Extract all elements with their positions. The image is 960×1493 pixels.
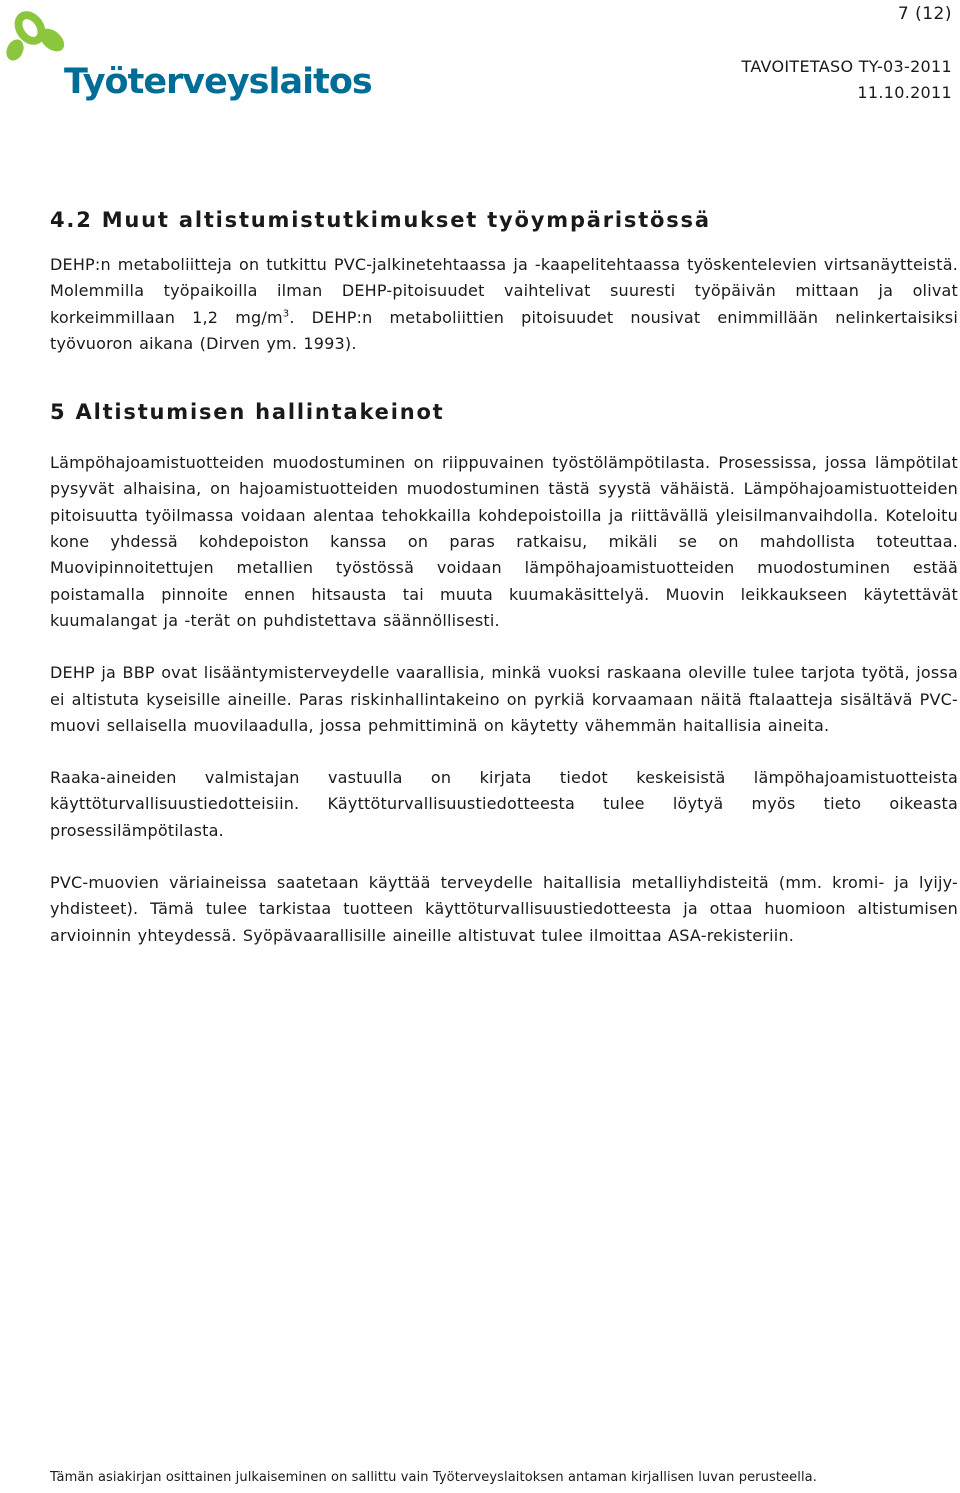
paragraph: Lämpöhajoamistuotteiden muodostuminen on riippuvainen työstölämpötilasta. Prosessissa, jossa lämpötilat pysyvät alhaisina, on hajoamistuotteiden muodostuminen tästä syystä vähäistä. Lämpöhajoamistuotteiden pitoisuutta työilmassa voidaan alentaa tehokkailla kohdepoistoilla ja riittävällä yleisilmanvaihdolla. Koteloitu kone yhdessä kohdepoiston kanssa on paras ratkaisu, mikäli se on mahdollista toteuttaa. Muovipinnoitettujen metallien työstössä voidaan lämpöhajoamistuotteiden muodostuminen estää poistamalla pinnoite ennen hitsausta tai muuta kuumakäsittelyä. Muovin leikkaukseen käytettävät kuumalangat ja -terät on puhdistettava säännöllisesti.	[50, 453, 958, 630]
paragraph-text: . DEHP:n metaboliittien pitoisuudet nousivat enimmillään nelinkertaisiksi työvuoron aikana (Dirven ym. 1993).	[50, 307, 958, 353]
leaf-logo-icon	[2, 4, 72, 66]
organization-logo	[2, 4, 372, 114]
logo-wordmark: Työterveyslaitos	[64, 62, 372, 102]
document-code: TAVOITETASO TY-03-2011	[741, 57, 952, 76]
section-heading-4-2: 4.2 Muut altistumistutkimukset työympäristössä	[50, 208, 711, 232]
paragraph: Raaka-aineiden valmistajan vastuulla on kirjata tiedot keskeisistä lämpöhajoamistuotteista käyttöturvallisuustiedotteisiin. Käyttöturvallisuustiedotteesta tulee löytyä myös tieto oikeasta prosessilämpötilasta.	[50, 768, 958, 840]
section-heading-5: 5 Altistumisen hallintakeinot	[50, 400, 445, 425]
paragraph: DEHP ja BBP ovat lisääntymisterveydelle vaarallisia, minkä vuoksi raskaana oleville tulee tarjota työtä, jossa ei altistuta kyseisille aineille. Paras riskinhallintakeino on pyrkiä korvaamaan näitä ftalaatteja sisältävä PVC-muovi sellaisella muovilaadulla, jossa pehmittiminä on käytetty vähemmän haitallisia aineita.	[50, 663, 958, 735]
document-date: 11.10.2011	[857, 83, 952, 102]
section-4-2-paragraph	[50, 252, 958, 357]
footer-notice: Tämän asiakirjan osittainen julkaiseminen on sallittu vain Työterveyslaitoksen antaman kirjallisen luvan perusteella.	[50, 1470, 817, 1485]
paragraph: PVC-muovien väriaineissa saatetaan käyttää terveydelle haitallisia metalliyhdisteitä (mm. kromi- ja lyijy-yhdisteet). Tämä tulee tarkistaa tuotteen käyttöturvallisuustiedotteesta ja ottaa huomioon altistumisen arvioinnin yhteydessä. Syöpävaarallisille aineille altistuvat tulee ilmoittaa ASA-rekisteriin.	[50, 873, 958, 945]
superscript: 3	[282, 308, 290, 320]
document-body	[50, 204, 958, 949]
paragraph-text: DEHP:n metaboliitteja on tutkittu PVC-jalkinetehtaassa ja -kaapelitehtaassa työskentelevien virtsanäytteistä. Molemmilla työpaikoilla ilman DEHP-pitoisuudet vaihtelivat suuresti työpäivän mittaan ja olivat korkeimmillaan 1,2 mg/m	[50, 255, 958, 327]
page-number: 7 (12)	[897, 4, 952, 24]
